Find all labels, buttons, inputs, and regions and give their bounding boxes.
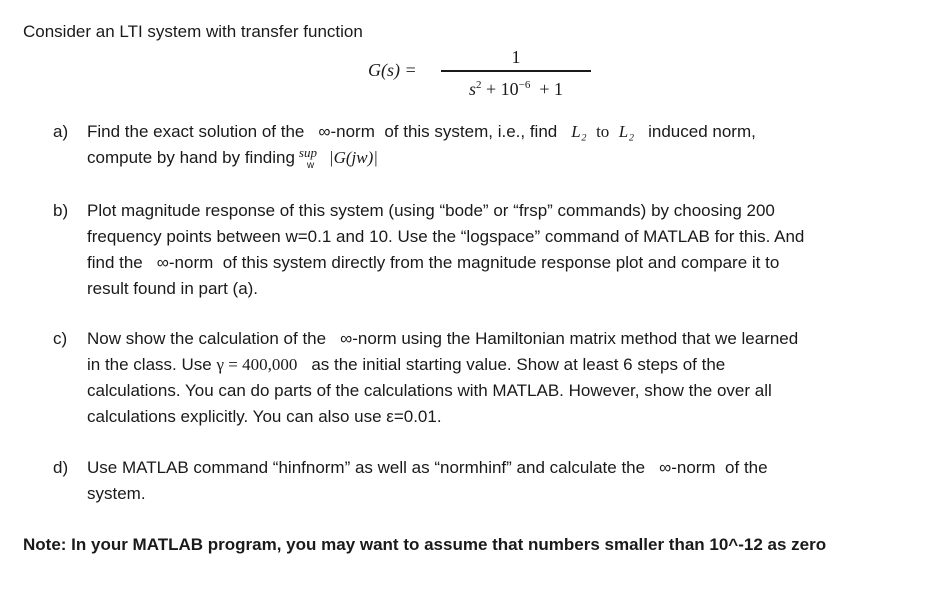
magnitude-expression: |G(jw)| <box>328 148 378 167</box>
l2-symbol: L₂ <box>571 122 587 141</box>
part-d-label: d) <box>53 458 69 477</box>
to-word: to <box>596 122 610 141</box>
equation-lhs: G(s) = <box>368 60 417 80</box>
part-b-line2: frequency points between w=0.1 and 10. Use the “logspace” command of MATLAB for this. And <box>87 227 805 246</box>
infinity-norm: ∞-norm <box>340 329 397 348</box>
part-c-text4: as the initial starting value. Show at least 6 steps of the <box>311 355 726 374</box>
part-a-text1: Find the exact solution of the <box>87 122 305 141</box>
intro-text: Consider an LTI system with transfer function <box>23 22 363 41</box>
part-c-text1: Now show the calculation of the <box>87 329 327 348</box>
part-a-text4: compute by hand by finding <box>87 148 295 167</box>
part-b-text2: of this system directly from the magnitude response plot and compare it to <box>222 253 780 272</box>
den-ten-exponent: −6 <box>518 78 531 91</box>
part-d-text2: of the <box>725 458 768 477</box>
infinity-norm: ∞-norm <box>659 458 716 477</box>
note-text: Note: In your MATLAB program, you may want to assume that numbers smaller than 10^-12 as zero <box>23 535 827 554</box>
den-s: s <box>468 78 476 99</box>
part-b-text1: find the <box>87 253 143 272</box>
part-c-line2 <box>87 352 798 378</box>
part-b-line3 <box>87 250 804 276</box>
part-a-text2: of this system, i.e., find <box>384 122 558 141</box>
part-d-line1 <box>87 455 768 481</box>
infinity-norm: ∞-norm <box>318 122 375 141</box>
part-c-line1 <box>87 326 798 352</box>
part-d-line2: system. <box>87 484 146 503</box>
equation-fraction <box>441 46 591 100</box>
equation-numerator: 1 <box>511 47 521 67</box>
den-s-exponent: 2 <box>475 78 482 91</box>
den-ten: + 10 <box>481 78 519 99</box>
infinity-norm: ∞-norm <box>156 253 214 272</box>
part-c-text3: in the class. Use <box>87 355 212 374</box>
part-b-line1: Plot magnitude response of this system (using “bode” or “frsp” commands) by choosing 200 <box>87 201 775 220</box>
part-c-line3: calculations. You can do parts of the calculations with MATLAB. However, show the over all <box>87 381 772 400</box>
equation-denominator <box>441 74 591 100</box>
part-a-text3: induced norm, <box>648 122 756 141</box>
part-b-body <box>87 198 804 302</box>
part-a-line2 <box>87 145 756 171</box>
sup-subscript: w <box>306 160 315 171</box>
sup-text: sup <box>298 145 317 160</box>
part-b-line4: result found in part (a). <box>87 279 259 298</box>
fraction-bar <box>441 70 591 72</box>
part-c-text2: using the Hamiltonian matrix method that we learned <box>401 329 799 348</box>
part-c-body <box>87 326 798 430</box>
gamma-value: γ = 400,000 <box>216 355 298 374</box>
part-c-line4: calculations explicitly. You can also use ε=0.01. <box>87 407 442 426</box>
part-d-text1: Use MATLAB command “hinfnorm” as well as “normhinf” and calculate the <box>87 458 646 477</box>
den-one: + 1 <box>530 78 564 99</box>
part-a-line1 <box>87 119 756 145</box>
part-c-label: c) <box>53 329 68 348</box>
part-d-body <box>87 455 768 507</box>
part-a-body <box>87 119 756 171</box>
sup-operator <box>295 145 329 171</box>
part-a-label: a) <box>53 122 69 141</box>
l2-symbol-second: L₂ <box>618 122 635 141</box>
part-b-label: b) <box>53 201 69 220</box>
